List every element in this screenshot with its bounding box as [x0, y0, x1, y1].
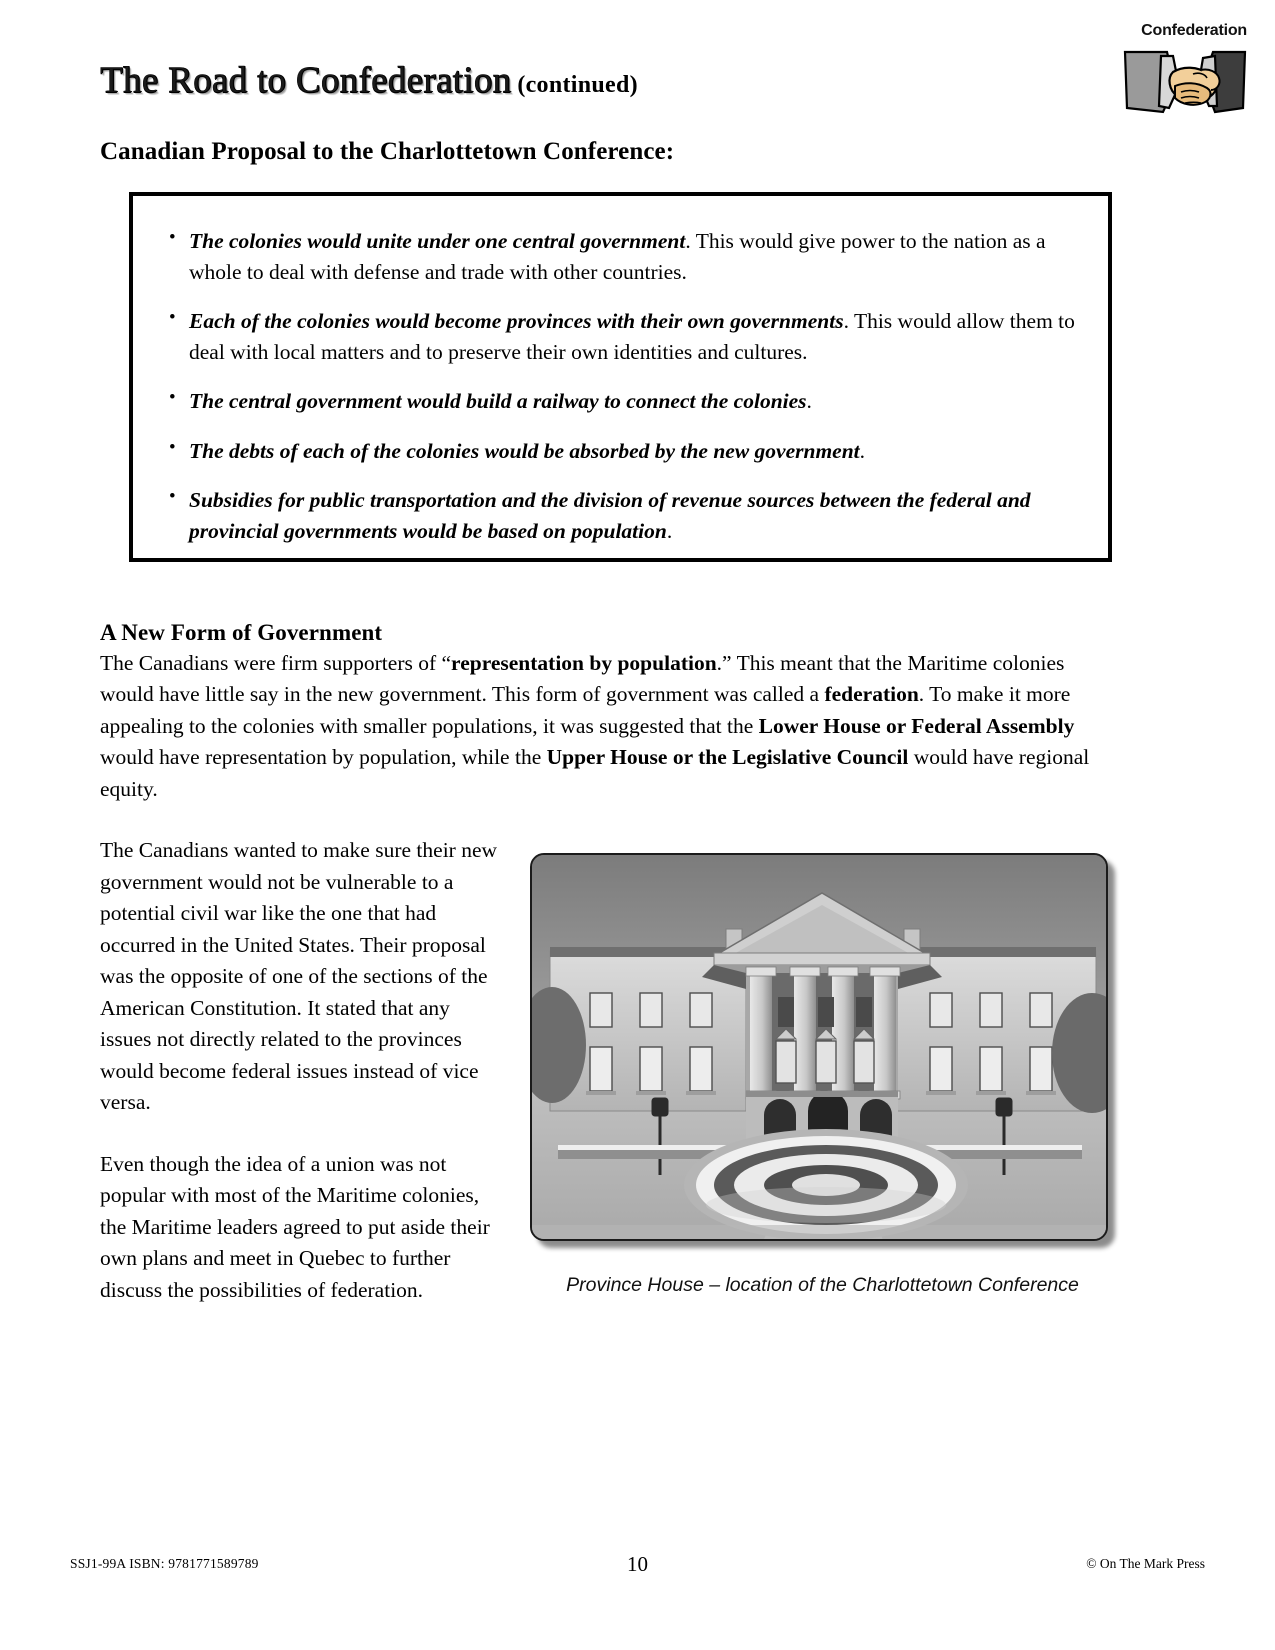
- proposal-box: [129, 192, 1112, 562]
- p1-bold-representation: representation by population: [451, 651, 717, 675]
- page-title-main: The Road to Confederation: [100, 60, 512, 101]
- p1-seg-f: would have regional equity.: [100, 745, 1090, 801]
- page-header: [0, 0, 1275, 135]
- paragraph-3: Even though the idea of a union was not popular with most of the Maritime colonies, the Maritime leaders agreed to put aside their own plans and meet in Quebec to further discuss the possibilities of federation.: [100, 1151, 490, 1302]
- p1-seg-e: would have representation by population, while the: [100, 745, 547, 770]
- footer-isbn: SSJ1-99A ISBN: 9781771589789: [70, 1556, 259, 1571]
- bullet-bold-text: Subsidies for public transportation and the division of revenue sources between the federal and provincial governments would be based on population: [189, 488, 1031, 543]
- bullet-bold-text: The colonies would unite under one central government: [189, 229, 686, 253]
- bullet-rest-text: . This would give power to the nation as a whole to deal with defense and trade with other countries.: [189, 229, 1046, 284]
- body-content: [100, 620, 1115, 1306]
- bullet-dot-icon: •: [169, 227, 176, 248]
- bullet-dot-icon: •: [169, 486, 176, 508]
- figure-province-house: [530, 853, 1115, 1297]
- list-item: [167, 436, 1080, 467]
- page-number: 10: [627, 1552, 648, 1576]
- bullet-dot-icon: •: [169, 307, 176, 329]
- bullet-rest-text: .: [666, 518, 673, 543]
- p1-seg-d: . To make it more appealing to the colonies with smaller populations, it was suggested that the: [100, 682, 1071, 738]
- p1-seg-a: The Canadians were firm supporters of “: [100, 651, 452, 675]
- page-footer: [70, 1552, 1205, 1586]
- p1-seg-c: .” This meant that the Maritime colonies would have little say in the new government. This form of government was called a: [100, 651, 1065, 707]
- bullet-dot-icon: •: [169, 387, 176, 409]
- bullet-dot-icon: •: [169, 436, 176, 458]
- figure-caption: Province House – location of the Charlottetown Conference: [566, 1274, 1079, 1297]
- paragraph-spacer: [100, 805, 1115, 835]
- p1-bold-lower-house: Lower House or Federal Assembly: [758, 713, 1075, 738]
- province-house-illustration: [532, 855, 1108, 1241]
- p1-bold-upper-house: Upper House or the Legislative Council: [546, 745, 909, 770]
- bullet-rest-text: .: [859, 438, 866, 463]
- list-item: [167, 306, 1080, 367]
- proposal-bullet-list: [133, 196, 1108, 546]
- bullet-bold-text: Each of the colonies would become provinces with their own governments: [189, 309, 844, 334]
- paragraph-2: The Canadians wanted to make sure their new government would not be vulnerable to a potential civil war like the one that had occurred in the United States. Their proposal was the opposite of one of the sections of the American Constitution. It stated that any issues not directly related to the provinces would become federal issues instead of vice versa.: [100, 838, 498, 1115]
- bullet-bold-text: The central government would build a railway to connect the colonies: [189, 389, 807, 414]
- handshake-icon: [1123, 46, 1247, 122]
- bullet-bold-text: The debts of each of the colonies would be absorbed by the new government: [189, 438, 860, 463]
- list-item: [167, 226, 1080, 287]
- logo-label: Confederation: [1141, 22, 1247, 39]
- paragraph-1: [100, 648, 1115, 805]
- confederation-logo: [1121, 22, 1247, 122]
- sub-heading: A New Form of Government: [100, 620, 383, 645]
- province-house-photo: [530, 853, 1108, 1241]
- section-heading: Canadian Proposal to the Charlottetown Conference:: [100, 138, 675, 165]
- footer-copyright: © On The Mark Press: [1086, 1556, 1205, 1571]
- photo-frame: [530, 853, 1115, 1248]
- p1-bold-federation: federation: [824, 682, 919, 707]
- page-title: [100, 62, 638, 99]
- page-title-continued: (continued): [517, 72, 638, 98]
- list-item: [167, 386, 1080, 417]
- bullet-rest-text: . This would allow them to deal with local matters and to preserve their own identities and cultures.: [189, 309, 1075, 364]
- bullet-rest-text: .: [806, 389, 812, 414]
- list-item: [167, 485, 1080, 546]
